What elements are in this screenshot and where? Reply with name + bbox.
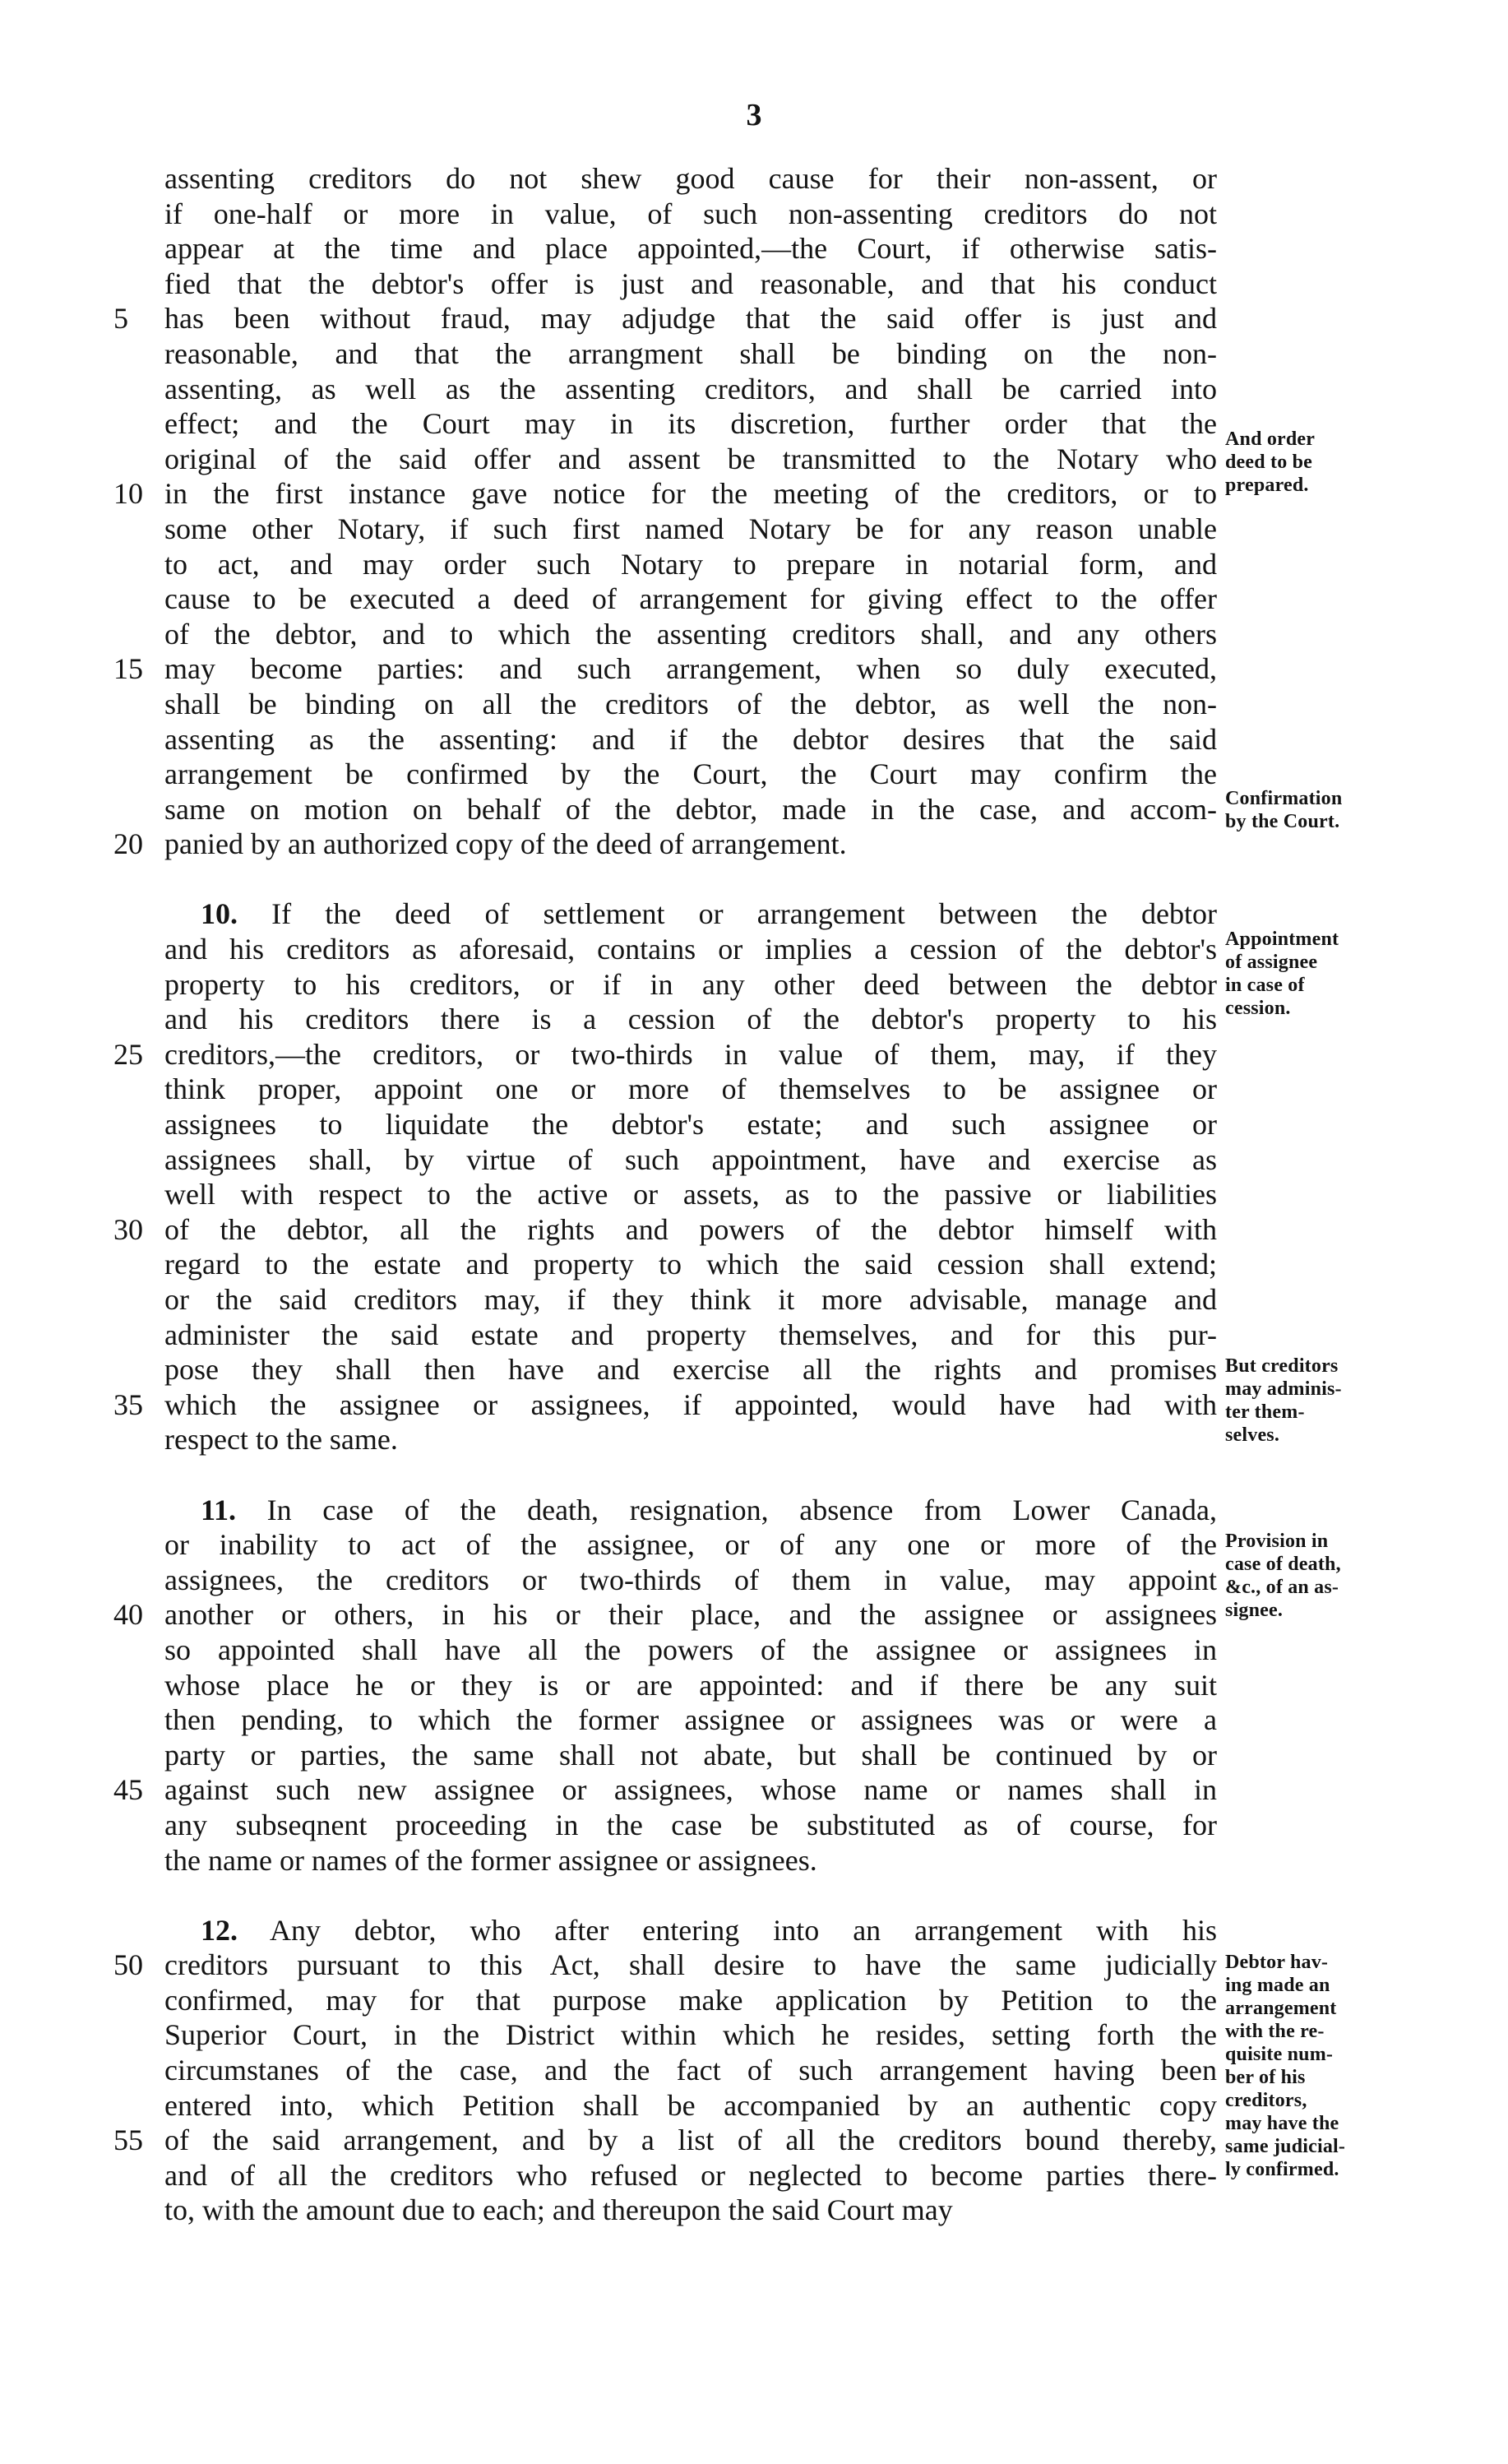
text-line bbox=[164, 1002, 1217, 1037]
text-line bbox=[164, 722, 1217, 757]
line-text: original of the said offer and assent be transmitted to the Notary who bbox=[164, 442, 1217, 475]
line-text: Superior Court, in the District within which he resides, setting forth the bbox=[164, 2018, 1217, 2052]
line-text: if one-half or more in value, of such non-assenting creditors do not bbox=[164, 197, 1217, 230]
text-line bbox=[164, 617, 1217, 652]
text-line bbox=[164, 1282, 1217, 1318]
margin-note-appointment-assignee bbox=[1225, 928, 1464, 1020]
page-number: 3 bbox=[746, 98, 762, 132]
text-line bbox=[164, 231, 1217, 266]
margin-note-line: creditors, bbox=[1225, 2090, 1307, 2111]
text-line bbox=[164, 197, 1217, 232]
line-text: assignees shall, by virtue of such appointment, have and exercise as bbox=[164, 1142, 1217, 1176]
text-line bbox=[113, 476, 1217, 512]
text-line bbox=[164, 757, 1217, 792]
line-text: of the debtor, and to which the assenting creditors shall, and any others bbox=[164, 617, 1217, 651]
line-text: against such new assignee or assignees, whose name or names shall in bbox=[164, 1773, 1217, 1807]
text-line bbox=[164, 442, 1217, 477]
line-text: any subseqnent proceeding in the case be substituted as of course, for bbox=[164, 1808, 1217, 1841]
margin-note-line: ing made an bbox=[1225, 1975, 1330, 1996]
text-line bbox=[164, 2088, 1217, 2124]
line-text: administer the said estate and property themselves, and for this pur- bbox=[164, 1318, 1217, 1351]
line-text: has been without fraud, may adjudge that the said offer is just and bbox=[164, 302, 1217, 336]
text-line bbox=[164, 512, 1217, 547]
text-line bbox=[164, 1527, 1217, 1563]
line-text: Any debtor, who after entering into an arrangement with his bbox=[269, 1913, 1217, 1947]
text-line bbox=[164, 1247, 1217, 1282]
line-text: arrangement be confirmed by the Court, the Court may confirm the bbox=[164, 757, 1217, 791]
line-number: 30 bbox=[113, 1212, 143, 1246]
margin-note-line: Confirmation bbox=[1225, 788, 1343, 809]
text-line bbox=[164, 2017, 1217, 2053]
text-line bbox=[164, 1493, 1217, 1528]
line-number: 45 bbox=[113, 1773, 143, 1807]
body-text bbox=[113, 161, 1218, 2228]
text-line bbox=[164, 1107, 1217, 1142]
text-line bbox=[113, 1948, 1217, 1983]
margin-note-line: Debtor hav- bbox=[1225, 1952, 1329, 1973]
line-text: and his creditors there is a cession of the debtor's property to his bbox=[164, 1003, 1217, 1036]
paragraph-section-12 bbox=[113, 1913, 1217, 2228]
line-number: 20 bbox=[113, 827, 143, 861]
text-line bbox=[164, 896, 1217, 932]
text-line bbox=[164, 687, 1217, 722]
line-number: 5 bbox=[113, 302, 128, 336]
line-number: 40 bbox=[113, 1598, 143, 1632]
text-line bbox=[164, 161, 1217, 197]
text-line bbox=[164, 336, 1217, 372]
paragraph bbox=[113, 161, 1217, 862]
line-text: in the first instance gave notice for the meeting of the creditors, or to bbox=[164, 477, 1217, 511]
paragraph-gap bbox=[164, 1878, 1217, 1913]
line-text: panied by an authorized copy of the deed of arrangement. bbox=[164, 827, 847, 861]
text-line bbox=[164, 1422, 1217, 1457]
line-text: effect; and the Court may in its discretion, further order that the bbox=[164, 407, 1217, 441]
margin-note-creditors-administer bbox=[1225, 1355, 1464, 1447]
text-line bbox=[164, 1177, 1217, 1212]
text-line bbox=[113, 1387, 1217, 1423]
margin-note-deed-prepared bbox=[1225, 428, 1464, 497]
line-text: assenting as the assenting: and if the debtor desires that the said bbox=[164, 722, 1217, 756]
line-text: cause to be executed a deed of arrangement for giving effect to the offer bbox=[164, 582, 1217, 616]
section-number: 12. bbox=[201, 1913, 238, 1947]
line-text: and his creditors as aforesaid, contains or implies a cession of the debtor's bbox=[164, 933, 1217, 966]
margin-note-line: Provision in bbox=[1225, 1531, 1329, 1552]
section-number: 11. bbox=[201, 1493, 237, 1526]
line-text: regard to the estate and property to which the said cession shall extend; bbox=[164, 1248, 1217, 1281]
text-line bbox=[164, 932, 1217, 967]
text-line bbox=[113, 1772, 1217, 1808]
line-text: pose they shall then have and exercise all the rights and promises bbox=[164, 1353, 1217, 1387]
margin-note-line: with the re- bbox=[1225, 2021, 1325, 2042]
text-line bbox=[164, 1352, 1217, 1387]
line-text: to, with the amount due to each; and thereupon the said Court may bbox=[164, 2193, 953, 2227]
text-line bbox=[113, 1597, 1217, 1633]
text-line bbox=[164, 1563, 1217, 1598]
line-text: well with respect to the active or assets, as to the passive or liabilities bbox=[164, 1178, 1217, 1211]
line-text: In case of the death, resignation, absence from Lower Canada, bbox=[266, 1493, 1217, 1526]
margin-note-line: Appointment bbox=[1225, 929, 1339, 950]
line-number: 15 bbox=[113, 652, 143, 686]
text-line bbox=[164, 1318, 1217, 1353]
margin-note-line: in case of bbox=[1225, 975, 1305, 996]
line-number: 35 bbox=[113, 1387, 143, 1421]
line-text: the name or names of the former assignee or assignees. bbox=[164, 1843, 817, 1877]
line-text: so appointed shall have all the powers of the assignee or assignees in bbox=[164, 1633, 1217, 1666]
line-text: think proper, appoint one or more of themselves to be assignee or bbox=[164, 1072, 1217, 1106]
paragraph-gap bbox=[164, 1457, 1217, 1493]
text-line bbox=[164, 1633, 1217, 1668]
line-text: party or parties, the same shall not abate, but shall be continued by or bbox=[164, 1738, 1217, 1772]
text-line bbox=[164, 406, 1217, 442]
margin-note-line: ter them- bbox=[1225, 1401, 1305, 1423]
section-number: 10. bbox=[201, 897, 238, 931]
line-text: some other Notary, if such first named Notary be for any reason unable bbox=[164, 512, 1217, 545]
line-text: another or others, in his or their place, and the assignee or assignees bbox=[164, 1598, 1217, 1632]
margin-note-line: same judicial- bbox=[1225, 2136, 1346, 2157]
text-line bbox=[164, 1668, 1217, 1703]
text-line bbox=[164, 1913, 1217, 1948]
margin-note-line: prepared. bbox=[1225, 475, 1309, 496]
text-line bbox=[113, 1212, 1217, 1248]
margin-note-line: by the Court. bbox=[1225, 811, 1340, 832]
line-text: fied that the debtor's offer is just and reasonable, and that his conduct bbox=[164, 266, 1217, 300]
text-line bbox=[113, 2123, 1217, 2158]
margin-note-line: may adminis- bbox=[1225, 1378, 1342, 1400]
line-text: whose place he or they is or are appointed: and if there be any suit bbox=[164, 1668, 1217, 1702]
line-text: and of all the creditors who refused or neglected to become parties there- bbox=[164, 2158, 1217, 2192]
line-text: creditors,—the creditors, or two-thirds in value of them, may, if they bbox=[164, 1037, 1217, 1071]
margin-note-line: deed to be bbox=[1225, 452, 1312, 473]
text-line bbox=[113, 651, 1217, 687]
margin-note-line: signee. bbox=[1225, 1600, 1284, 1621]
margin-note-line: of assignee bbox=[1225, 952, 1318, 973]
margin-note-line: arrangement bbox=[1225, 1998, 1337, 2019]
margin-note-line: But creditors bbox=[1225, 1355, 1339, 1377]
line-text: appear at the time and place appointed,—the Court, if otherwise satis- bbox=[164, 232, 1217, 266]
line-text: reasonable, and that the arrangment shall be binding on the non- bbox=[164, 336, 1217, 370]
line-text: property to his creditors, or if in any other deed between the debtor bbox=[164, 967, 1217, 1001]
text-line bbox=[164, 2158, 1217, 2193]
text-line bbox=[164, 581, 1217, 617]
paragraph-gap bbox=[164, 862, 1217, 897]
line-text: If the deed of settlement or arrangement between the debtor bbox=[271, 897, 1218, 931]
text-line bbox=[164, 266, 1217, 302]
margin-note-line: case of death, bbox=[1225, 1554, 1341, 1575]
line-text: circumstanes of the case, and the fact of such arrangement having been bbox=[164, 2054, 1217, 2087]
line-text: entered into, which Petition shall be accompanied by an authentic copy bbox=[164, 2088, 1217, 2122]
text-line bbox=[113, 1037, 1217, 1072]
line-text: then pending, to which the former assignee or assignees was or were a bbox=[164, 1703, 1217, 1737]
text-line bbox=[164, 2193, 1217, 2228]
text-line bbox=[164, 1808, 1217, 1843]
text-line bbox=[164, 1142, 1217, 1178]
paragraph-section-11 bbox=[113, 1493, 1217, 1878]
line-text: shall be binding on all the creditors of the debtor, as well the non- bbox=[164, 687, 1217, 720]
margin-note-line: &c., of an as- bbox=[1225, 1577, 1339, 1598]
margin-note-line: selves. bbox=[1225, 1424, 1280, 1446]
line-text: of the said arrangement, and by a list of all the creditors bound thereby, bbox=[164, 2124, 1217, 2157]
line-number: 55 bbox=[113, 2124, 143, 2157]
text-line bbox=[164, 1843, 1217, 1878]
margin-note-line: ber of his bbox=[1225, 2067, 1306, 2088]
line-text: assignees to liquidate the debtor's estate; and such assignee or bbox=[164, 1108, 1217, 1142]
margin-note-judicial-confirmation bbox=[1225, 1951, 1464, 2181]
text-line bbox=[164, 1738, 1217, 1773]
text-line bbox=[113, 301, 1217, 336]
line-number: 25 bbox=[113, 1037, 143, 1071]
text-line bbox=[164, 372, 1217, 407]
text-line bbox=[164, 1072, 1217, 1107]
margin-note-line: quisite num- bbox=[1225, 2044, 1334, 2065]
line-text: same on motion on behalf of the debtor, made in the case, and accom- bbox=[164, 792, 1217, 826]
line-text: of the debtor, all the rights and powers of the debtor himself with bbox=[164, 1212, 1217, 1246]
margin-note-confirmation bbox=[1225, 787, 1464, 833]
line-text: respect to the same. bbox=[164, 1423, 398, 1457]
margin-note-line: may have the bbox=[1225, 2113, 1339, 2134]
margin-note-death-of-assignee bbox=[1225, 1530, 1464, 1622]
paragraph-section-10 bbox=[113, 896, 1218, 1457]
text-line bbox=[113, 827, 1217, 862]
margin-note-line: And order bbox=[1225, 428, 1316, 450]
line-number: 10 bbox=[113, 477, 143, 511]
line-text: or the said creditors may, if they think it more advisable, manage and bbox=[164, 1283, 1217, 1316]
line-text: creditors pursuant to this Act, shall desire to have the same judicially bbox=[164, 1948, 1217, 1982]
line-number: 50 bbox=[113, 1948, 143, 1982]
line-text: assenting creditors do not shew good cause for their non-assent, or bbox=[164, 162, 1217, 195]
line-text: to act, and may order such Notary to prepare in notarial form, and bbox=[164, 547, 1217, 581]
line-text: may become parties: and such arrangement, when so duly executed, bbox=[164, 652, 1217, 686]
text-line bbox=[164, 967, 1217, 1003]
line-text: which the assignee or assignees, if appointed, would have had with bbox=[164, 1387, 1217, 1421]
text-line bbox=[164, 547, 1217, 582]
text-line bbox=[164, 1702, 1217, 1738]
text-line bbox=[164, 1983, 1217, 2018]
margin-note-line: cession. bbox=[1225, 998, 1291, 1019]
line-text: assenting, as well as the assenting creditors, and shall be carried into bbox=[164, 372, 1217, 405]
text-line bbox=[164, 2053, 1217, 2088]
line-text: assignees, the creditors or two-thirds of them in value, may appoint bbox=[164, 1563, 1217, 1596]
line-text: or inability to act of the assignee, or of any one or more of the bbox=[164, 1528, 1217, 1562]
margin-note-line: ly confirmed. bbox=[1225, 2159, 1339, 2180]
line-text: confirmed, may for that purpose make application by Petition to the bbox=[164, 1983, 1217, 2017]
text-line bbox=[164, 792, 1217, 827]
